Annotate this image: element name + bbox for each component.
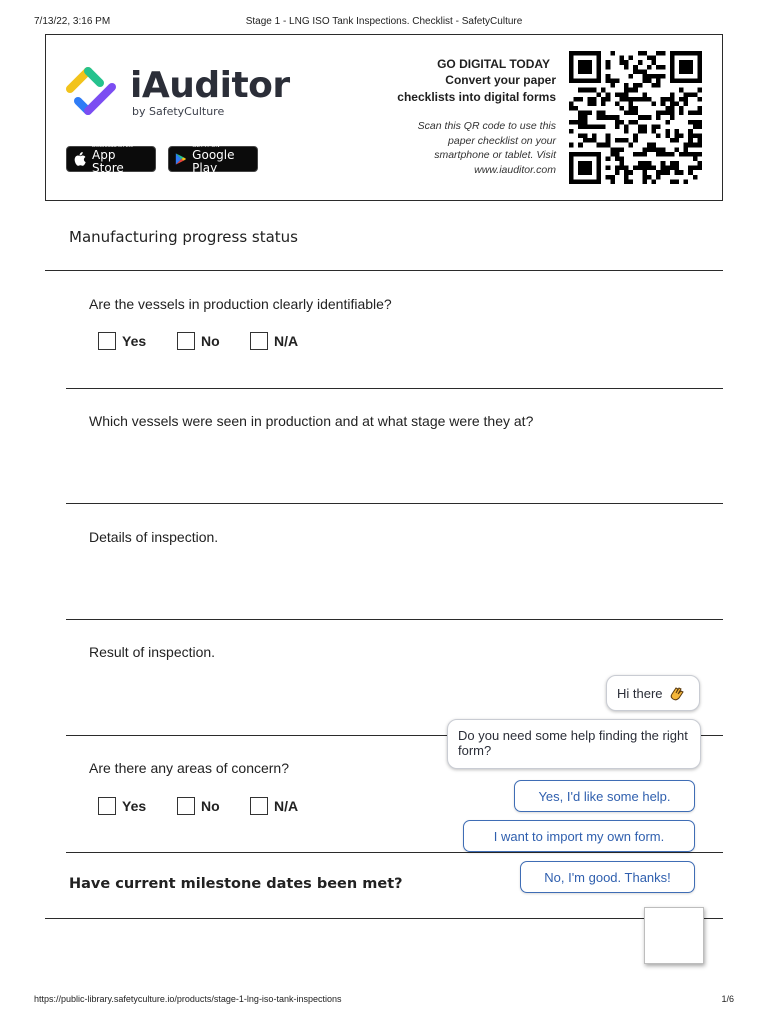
option-yes-label: Yes — [122, 798, 147, 814]
chat-dismiss-button[interactable]: No, I'm good. Thanks! — [520, 861, 695, 893]
question-result-inspection: Result of inspection. — [89, 644, 216, 660]
google-play-button[interactable] — [168, 143, 258, 175]
question-vessels-stage: Which vessels were seen in production and at what stage were they at? — [89, 413, 534, 429]
iauditor-logo-icon — [66, 67, 118, 119]
option-na[interactable] — [250, 797, 298, 815]
brand-name: iAuditor — [130, 65, 290, 106]
app-store-small-label: Download on the — [92, 143, 134, 149]
print-header — [34, 16, 734, 30]
page-url: https://public-library.safetyculture.io/products/stage-1-lng-iso-tank-inspections — [34, 994, 342, 1004]
chat-greeting-bubble — [606, 675, 700, 711]
option-no[interactable] — [177, 332, 220, 350]
option-na-label: N/A — [274, 798, 299, 814]
option-yes-label: Yes — [122, 333, 147, 349]
checkbox-na[interactable] — [250, 797, 268, 815]
checkbox-no[interactable] — [177, 332, 195, 350]
google-play-label: Google Play — [192, 148, 235, 175]
print-footer — [34, 994, 734, 1004]
chat-launcher-button[interactable] — [644, 907, 704, 964]
google-play-small-label: GET IT ON — [192, 143, 220, 149]
question-divider — [66, 619, 723, 620]
option-no-label: No — [201, 333, 220, 349]
option-no-label: No — [201, 798, 220, 814]
print-datetime: 7/13/22, 3:16 PM — [34, 16, 111, 27]
option-no[interactable] — [177, 797, 220, 815]
chat-import-form-button[interactable]: I want to import my own form. — [463, 820, 695, 852]
checkbox-no[interactable] — [177, 797, 195, 815]
checkbox-na[interactable] — [250, 332, 268, 350]
iauditor-banner — [45, 34, 723, 201]
section-divider — [45, 918, 723, 919]
option-na-label: N/A — [274, 333, 299, 349]
promo-instructions-1: Scan this QR code to use this — [417, 120, 556, 132]
google-play-icon — [175, 151, 186, 167]
apple-icon — [73, 151, 86, 167]
promo-line-3: checklists into digital forms — [397, 90, 556, 104]
chat-prompt-bubble — [447, 719, 701, 769]
option-na[interactable] — [250, 332, 298, 350]
qr-code-icon[interactable] — [569, 51, 702, 184]
section-divider — [45, 270, 723, 271]
promo-instructions-3: smartphone or tablet. Visit — [434, 149, 556, 161]
app-store-button[interactable] — [66, 143, 156, 175]
question-divider — [66, 852, 723, 853]
promo-website: www.iauditor.com — [474, 163, 556, 176]
promo-text — [397, 57, 556, 106]
checkbox-yes[interactable] — [98, 332, 116, 350]
question-vessels-identifiable: Are the vessels in production clearly identifiable? — [89, 296, 392, 312]
section-title-milestones: Have current milestone dates been met? — [69, 876, 403, 892]
waving-hand-icon — [668, 684, 686, 702]
question-divider — [66, 503, 723, 504]
chat-prompt-text: Do you need some help finding the right form? — [458, 728, 688, 758]
chat-greeting-text: Hi there — [617, 685, 663, 701]
promo-line-2: Convert your paper — [445, 73, 556, 87]
promo-headline: GO DIGITAL TODAY — [437, 57, 550, 71]
chat-help-button[interactable]: Yes, I'd like some help. — [514, 780, 695, 812]
checkbox-yes[interactable] — [98, 797, 116, 815]
question-areas-concern: Are there any areas of concern? — [89, 760, 290, 776]
option-yes[interactable] — [98, 332, 146, 350]
brand-subtitle: by SafetyCulture — [132, 105, 225, 118]
option-yes[interactable] — [98, 797, 146, 815]
question-divider — [66, 388, 723, 389]
app-store-label: App Store — [92, 148, 124, 175]
promo-instructions — [396, 119, 556, 177]
promo-instructions-2: paper checklist on your — [448, 134, 556, 147]
page-number: 1/6 — [721, 994, 734, 1004]
print-title: Stage 1 - LNG ISO Tank Inspections. Checklist - SafetyCulture — [245, 16, 523, 27]
section-title-manufacturing: Manufacturing progress status — [69, 228, 298, 246]
question-details-inspection: Details of inspection. — [89, 529, 219, 545]
